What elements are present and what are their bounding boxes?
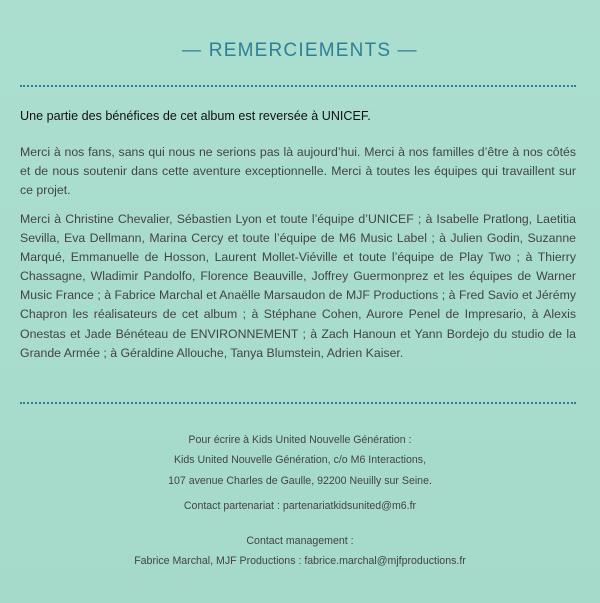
management-details: Fabrice Marchal, MJF Productions : fabrice.marchal@mjfproductions.fr (134, 555, 466, 568)
lead-sentence: Une partie des bénéfices de cet album est reversée à UNICEF. (20, 109, 371, 123)
dotted-divider-top (20, 85, 576, 87)
management-contact (0, 531, 600, 572)
thanks-paragraph-credits: Merci à Christine Chevalier, Sébastien Lyon et toute l’équipe d’UNICEF ; à Isabelle Pratlong, Laetitia Sevilla, Eva Dellmann, Marina Cercy et toute l’équipe de M6 Music Label ; à Julien Godin, Suzanne Marqué, Emmanuelle de Hosson, Laurent Mollet-Viéville et toute l’équipe de Play Two ; à Thierry Chassagne, Wladimir Pandolfo, Florence Beauville, Joffrey Guermonprez et les équipes de Warner Music France ; à Fabrice Marchal et Anaëlle Marsaudon de MJF Productions ; à Fred Savio et Jérémy Chapron les réalisateurs de cet album ; à Stéphane Cohen, Aurore Penel de Impresario, à Alexis Onestas et Jade Bénéteau de ENVIRONNEMENT ; à Zach Hanoun et Yann Bordejo du studio de la Grande Armée ; à Géraldine Allouche, Tanya Blumstein, Adrien Kaiser. (20, 212, 576, 360)
management-label: Contact management : (246, 535, 354, 547)
address-line-2: Kids United Nouvelle Génération, c/o M6 Interactions, (173, 454, 427, 467)
address-line-1: Pour écrire à Kids United Nouvelle Génération : (188, 434, 412, 446)
postal-address-block (0, 430, 600, 491)
page-title: — REMERCIEMENTS — (182, 40, 418, 61)
dotted-divider-bottom (20, 402, 576, 404)
partnership-line: Contact partenariat : partenariatkidsunited@m6.fr (183, 500, 417, 512)
thanks-paragraph-fans: Merci à nos fans, sans qui nous ne serions pas là aujourd’hui. Merci à nos familles d’être à nos côtés et de nous soutenir dans cette aventure exceptionnelle. Merci à toutes les équipes qui travaillent sur ce projet. (20, 145, 576, 198)
partnership-contact (0, 496, 600, 516)
address-line-3: 107 avenue Charles de Gaulle, 92200 Neuilly sur Seine. (168, 474, 432, 487)
